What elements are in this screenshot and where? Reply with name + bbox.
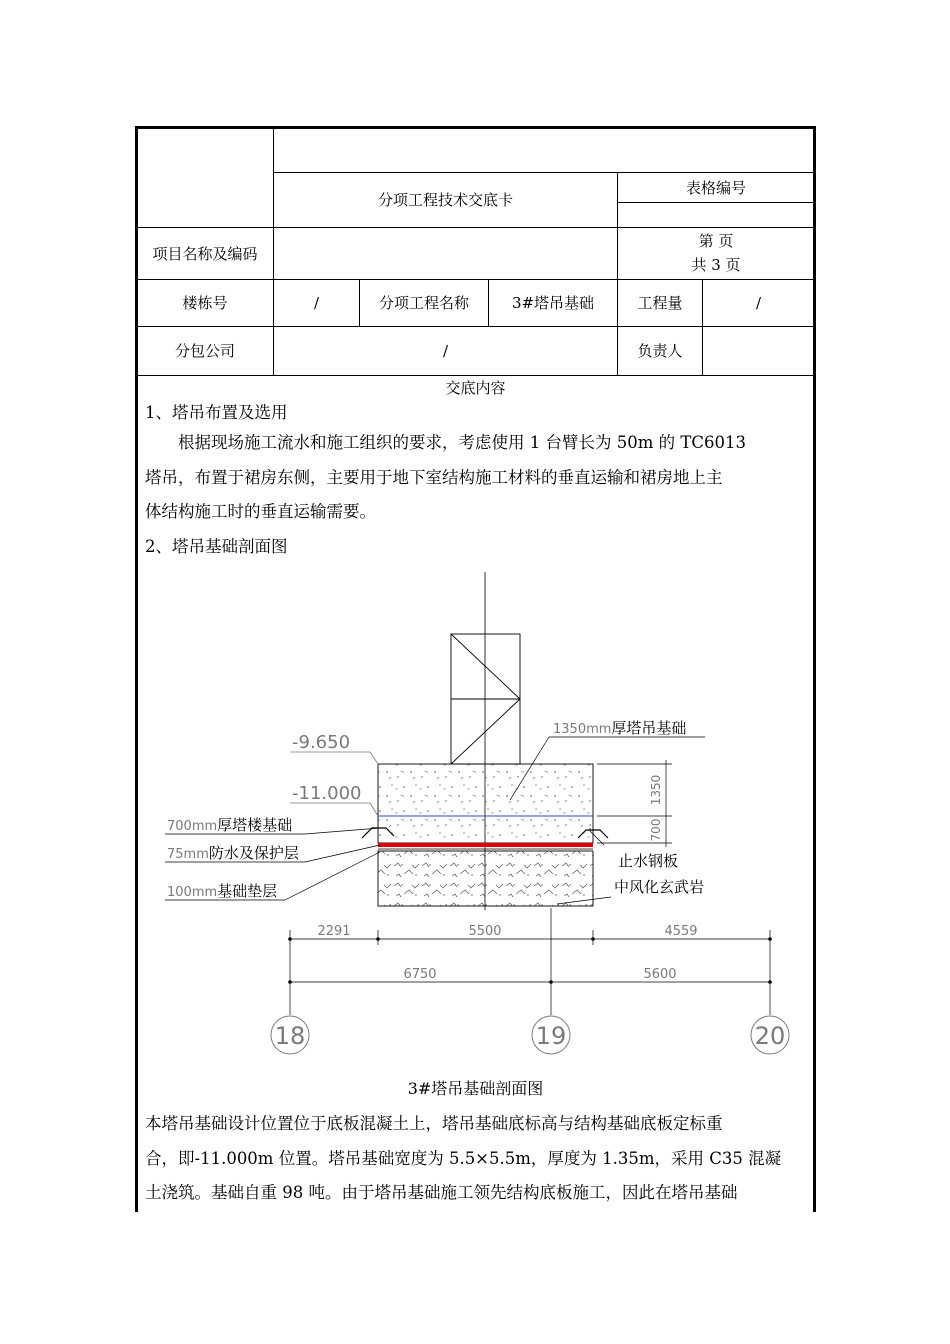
subproject-value: 3#塔吊基础 <box>511 294 595 312</box>
elevation-bottom: -11.000 <box>292 783 362 804</box>
subcontractor-label: 分包公司 <box>174 342 235 360</box>
rock-layer <box>378 851 593 906</box>
horizontal-dimensions <box>290 908 770 1015</box>
dim-5600: 5600 <box>643 967 677 982</box>
label-steel-plate: 止水钢板 <box>618 852 679 870</box>
dimension-ticks <box>288 937 772 984</box>
heading-2: 2、塔吊基础剖面图 <box>145 537 288 556</box>
label-crane-base: 1350mm厚塔吊基础 <box>553 719 687 737</box>
dim-6750: 6750 <box>403 967 437 982</box>
label-rock: 中风化玄武岩 <box>614 878 705 896</box>
project-label: 项目名称及编码 <box>152 244 258 263</box>
subcontractor-value: / <box>442 342 449 360</box>
section-title: 交底内容 <box>445 379 506 397</box>
axis-18: 18 <box>274 1022 306 1050</box>
label-cushion: 100mm基础垫层 <box>167 882 278 900</box>
para1-line1: 根据现场施工流水和施工组织的要求，考虑使用 1 台臂长为 50m 的 TC6013 <box>178 433 746 452</box>
para1-line2: 塔吊，布置于裙房东侧，主要用于地下室结构施工材料的垂直运输和裙房地上主 <box>145 468 723 487</box>
para2-line1: 本塔吊基础设计位置位于底板混凝土上，塔吊基础底标高与结构基础底板定标重 <box>145 1114 723 1133</box>
dim-700: 700 <box>649 818 663 842</box>
label-waterproof: 75mm防水及保护层 <box>167 844 299 862</box>
page-label: 第 页 <box>698 232 734 250</box>
elevation-top: -9.650 <box>292 732 351 753</box>
form-no-label: 表格编号 <box>685 178 746 197</box>
label-tower-base: 700mm厚塔楼基础 <box>167 816 293 834</box>
waterproof-layer <box>378 843 593 847</box>
subproject-label: 分项工程名称 <box>378 294 469 312</box>
crane-foundation-block <box>378 764 593 816</box>
form-title: 分项工程技术交底卡 <box>377 191 513 209</box>
dim-1350: 1350 <box>649 774 663 806</box>
para1-line3: 体结构施工时的垂直运输需要。 <box>145 502 376 521</box>
figure-caption: 3#塔吊基础剖面图 <box>407 1079 544 1098</box>
axis-20: 20 <box>754 1022 786 1050</box>
dim-2291: 2291 <box>317 924 351 939</box>
building-value: / <box>313 294 320 312</box>
heading-1: 1、塔吊布置及选用 <box>145 403 288 422</box>
para2-line2: 合，即-11.000m 位置。塔吊基础宽度为 5.5×5.5m，厚度为 1.35m，采用 C35 混凝 <box>145 1149 782 1168</box>
total-pages: 共 3 页 <box>691 256 741 274</box>
dim-4559: 4559 <box>664 924 698 939</box>
para2-line3: 土浇筑。基础自重 98 吨。由于塔吊基础施工领先结构底板施工，因此在塔吊基础 <box>145 1183 738 1202</box>
tower-foundation-block <box>378 816 593 843</box>
manager-label: 负责人 <box>637 342 683 360</box>
quantity-label: 工程量 <box>637 294 683 312</box>
tower-mast <box>451 634 520 764</box>
dim-5500: 5500 <box>468 924 502 939</box>
axis-19: 19 <box>535 1022 567 1050</box>
axis-bubbles <box>271 1016 789 1054</box>
building-label: 楼栋号 <box>182 294 228 312</box>
quantity-value: / <box>755 294 762 312</box>
